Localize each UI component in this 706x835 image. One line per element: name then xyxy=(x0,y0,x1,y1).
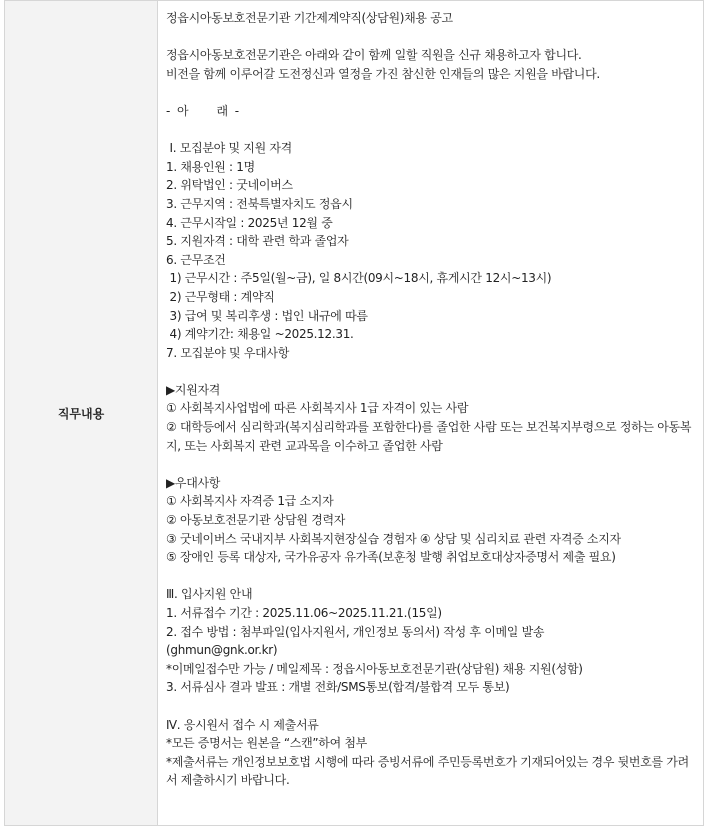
list-item: 3. 근무지역 : 전북특별자치도 정읍시 xyxy=(166,196,353,211)
list-item: ② 대학등에서 심리학과(복지심리학과를 포함한다)를 졸업한 사람 또는 보건복지부령으로 정하는 아동복지, 또는 사회복지 관련 교과목을 이수하고 졸업한 사람 xyxy=(166,420,692,453)
blank-line xyxy=(166,28,695,47)
list-item: 7. 모집분야 및 우대사항 xyxy=(166,345,290,360)
blank-line xyxy=(166,697,695,716)
list-item: 4. 근무시작일 : 2025년 12월 중 xyxy=(166,215,333,230)
list-item: 2. 접수 방법 : 첨부파일(입사지원서, 개인정보 동의서) 작성 후 이메일 발송 xyxy=(166,624,545,639)
blank-line xyxy=(166,362,695,381)
list-item: 2) 근무형태 : 계약직 xyxy=(166,289,275,304)
intro-text: 비전을 함께 이루어갈 도전정신과 열정을 가진 참신한 인재들의 많은 지원을 바랍니다. xyxy=(166,66,600,81)
list-item: 3) 급여 및 복리후생 : 법인 내규에 따름 xyxy=(166,308,368,323)
job-content-body xyxy=(158,1,704,826)
job-content-label: 직무내용 xyxy=(5,1,158,826)
blank-line xyxy=(166,83,695,102)
section-heading: Ⅰ. 모집분야 및 지원 자격 xyxy=(166,141,292,156)
note-text: *제출서류는 개인정보보호법 시행에 따라 증빙서류에 주민등록번호가 기재되어있는 경우 뒷번호를 가려서 제출하시기 바랍니다. xyxy=(166,754,689,788)
blank-line xyxy=(166,455,695,474)
list-item: 5. 지원자격 : 대학 관련 학과 졸업자 xyxy=(166,234,349,249)
list-item: 6. 근무조건 xyxy=(166,252,226,267)
section-divider-text: - 아 래 - xyxy=(166,103,239,118)
section-heading: Ⅲ. 입사지원 안내 xyxy=(166,587,253,602)
list-item: 1) 근무시간 : 주5일(월~금), 일 8시간(09시~18시, 휴게시간 12시~13시) xyxy=(166,271,552,286)
list-item: 2. 위탁법인 : 굿네이버스 xyxy=(166,178,293,193)
job-detail-table xyxy=(4,0,704,826)
list-item: ② 아동보호전문기관 상담원 경력자 xyxy=(166,513,346,528)
contact-email: (ghmun@gnk.or.kr) xyxy=(166,643,278,658)
list-item: 1. 서류접수 기간 : 2025.11.06~2025.11.21.(15일) xyxy=(166,606,442,620)
note-text: *모든 증명서는 원본을 “스캔”하여 첨부 xyxy=(166,736,367,751)
note-text: *이메일접수만 가능 / 메일제목 : 정읍시아동보호전문기관(상담원) 채용 지원(성함) xyxy=(166,661,583,676)
posting-title: 정읍시아동보호전문기관 기간제계약직(상담원)채용 공고 xyxy=(166,11,453,25)
list-item: ① 사회복지사업법에 따른 사회복지사 1급 자격이 있는 사람 xyxy=(166,401,469,416)
list-item: 3. 서류심사 결과 발표 : 개별 전화/SMS통보(합격/불합격 모두 통보) xyxy=(166,680,510,695)
subsection-heading: ▶우대사항 xyxy=(166,475,221,490)
section-heading: Ⅳ. 응시원서 접수 시 제출서류 xyxy=(166,717,319,732)
blank-line xyxy=(166,567,695,586)
list-item: ③ 굿네이버스 국내지부 사회복지현장실습 경험자 ④ 상담 및 심리치료 관련 자격증 소지자 xyxy=(166,531,621,546)
list-item: 1. 채용인원 : 1명 xyxy=(166,159,255,174)
subsection-heading: ▶지원자격 xyxy=(166,382,221,397)
list-item: ① 사회복지사 자격증 1급 소지자 xyxy=(166,494,334,509)
job-detail-row xyxy=(5,1,704,826)
blank-line xyxy=(166,121,695,140)
list-item: 4) 계약기간: 채용일 ~2025.12.31. xyxy=(166,327,354,342)
list-item: ⑤ 장애인 등록 대상자, 국가유공자 유가족(보훈청 발행 취업보호대상자증명서 제출 필요) xyxy=(166,550,616,565)
intro-text: 정읍시아동보호전문기관은 아래와 같이 함께 일할 직원을 신규 채용하고자 합니다. xyxy=(166,48,582,63)
